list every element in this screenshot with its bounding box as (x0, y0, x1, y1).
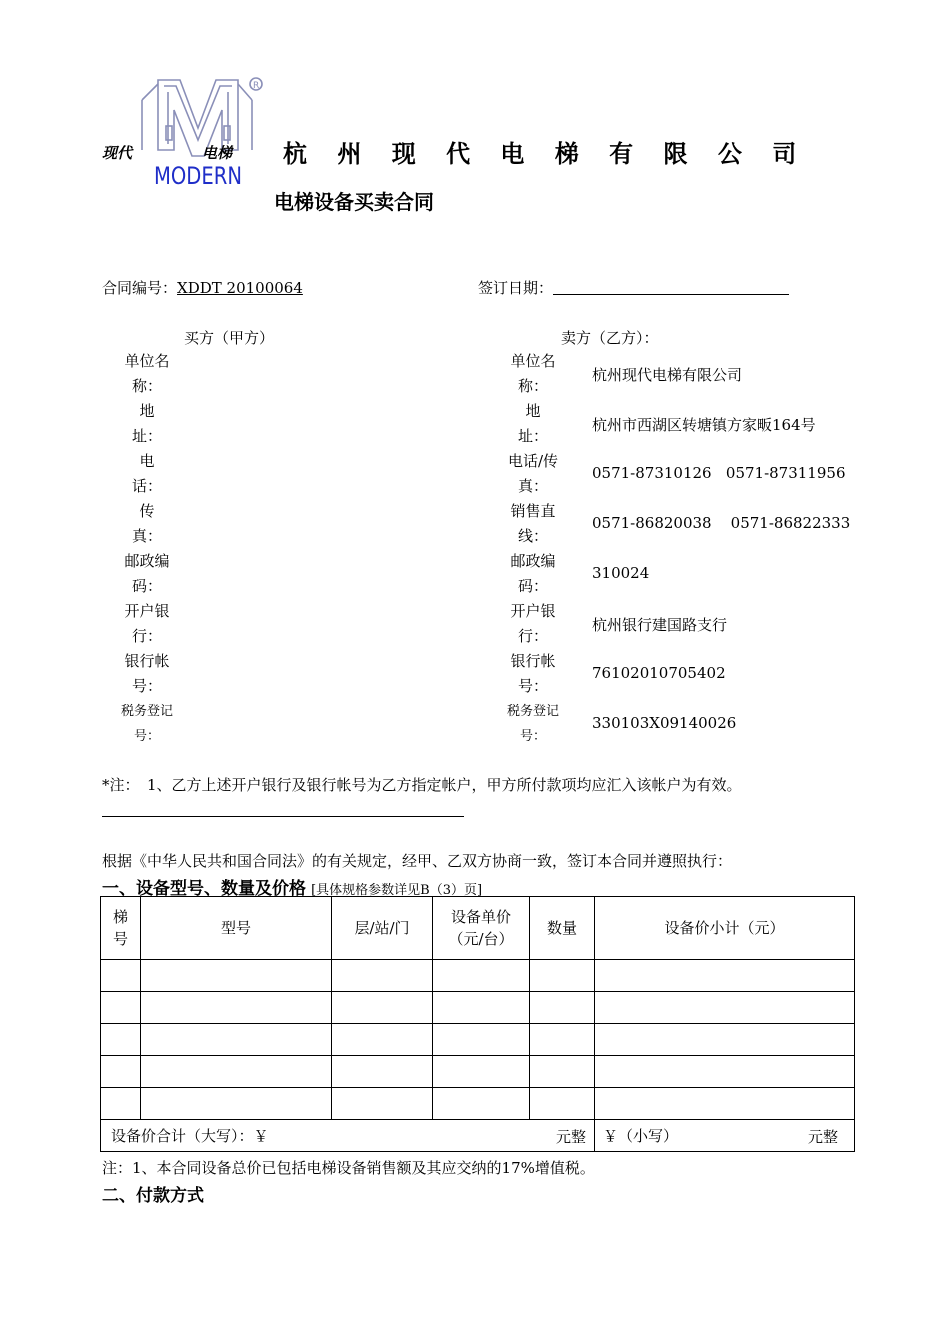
seller-value: 0571-87310126 0571-87311956 (592, 464, 846, 482)
table-cell[interactable] (141, 1024, 332, 1056)
table-cell[interactable] (530, 1056, 595, 1088)
sign-date-field[interactable] (553, 280, 789, 295)
table-cell[interactable] (530, 960, 595, 992)
company-logo (140, 70, 270, 190)
table-cell[interactable] (595, 992, 855, 1024)
buyer-label: 邮政编码： (124, 552, 170, 595)
sign-date-label: 签订日期： (478, 279, 554, 297)
table-cell[interactable] (332, 1056, 433, 1088)
table-cell[interactable] (433, 1056, 530, 1088)
seller-label: 税务登记号： (506, 704, 559, 744)
buyer-label: 开户银行： (124, 602, 170, 645)
equipment-table (100, 896, 855, 1152)
seller-label: 销售直线： (510, 502, 556, 545)
buyer-label: 税务登记号： (120, 704, 173, 744)
seller-value: 330103X09140026 (592, 714, 737, 732)
seller-value: 76102010705402 (592, 664, 726, 682)
table-cell[interactable] (101, 1056, 141, 1088)
tax-note: 注：1、本合同设备总价已包括电梯设备销售额及其应交纳的17%增值税。 (102, 1159, 595, 1177)
seller-value: 0571-86820038 0571-86822333 (592, 514, 851, 532)
header-subtotal: 设备价小计（元） (595, 897, 855, 960)
table-cell[interactable] (595, 1056, 855, 1088)
seller-label: 邮政编码： (510, 552, 556, 595)
buyer-heading: 买方（甲方） (184, 329, 275, 347)
table-cell[interactable] (433, 1024, 530, 1056)
table-cell[interactable] (433, 960, 530, 992)
table-cell[interactable] (141, 992, 332, 1024)
header-model: 型号 (141, 897, 332, 960)
table-row (101, 1088, 855, 1120)
table-cell[interactable] (141, 1056, 332, 1088)
seller-heading: 卖方（乙方）： (561, 329, 659, 347)
table-header-row (101, 897, 855, 960)
table-cell[interactable] (332, 960, 433, 992)
total-row (101, 1120, 855, 1152)
account-note: *注： 1、乙方上述开户银行及银行帐号为乙方指定帐户，甲方所付款项均应汇入该帐户为有效。 (102, 776, 742, 794)
seller-label: 开户银行： (510, 602, 556, 645)
header-quantity: 数量 (530, 897, 595, 960)
section1-hint: [具体规格参数详见B（3）页] (311, 883, 483, 898)
table-row (101, 960, 855, 992)
table-cell[interactable] (530, 992, 595, 1024)
seller-value: 杭州银行建国路支行 (592, 616, 728, 634)
logo-text-left: 现代 (102, 144, 133, 162)
seller-value: 杭州市西湖区转塘镇方家畈164号 (592, 416, 816, 434)
table-cell[interactable] (595, 1024, 855, 1056)
buyer-label: 电 话： (131, 452, 185, 495)
section2-title: 二、付款方式 (102, 1186, 204, 1206)
table-cell[interactable] (101, 992, 141, 1024)
table-cell[interactable] (595, 1088, 855, 1120)
contract-number-label: 合同编号： (102, 279, 178, 297)
logo-word: MODERN (154, 162, 242, 190)
buyer-label: 传 真： (131, 502, 185, 545)
table-cell[interactable] (141, 1088, 332, 1120)
table-cell[interactable] (530, 1088, 595, 1120)
header-elevator-no: 梯号 (101, 897, 141, 960)
logo-text-right: 电梯 (202, 144, 233, 162)
contract-number-row (102, 277, 437, 298)
total-lower-cell[interactable]: ￥（小写） 元整 (595, 1120, 855, 1152)
total-upper-cell[interactable]: 设备价合计（大写）：￥ 元整 (101, 1120, 595, 1152)
buyer-label: 银行帐号： (124, 652, 170, 695)
table-row (101, 1024, 855, 1056)
header-unit-price: 设备单价（元/台） (433, 897, 530, 960)
seller-label: 电话/传真： (507, 452, 559, 495)
buyer-label: 单位名称： (124, 352, 170, 395)
table-row (101, 992, 855, 1024)
divider-line (102, 816, 464, 817)
intro-paragraph: 根据《中华人民共和国合同法》的有关规定，经甲、乙双方协商一致，签订本合同并遵照执行： (102, 852, 733, 870)
table-cell[interactable] (332, 1024, 433, 1056)
table-cell[interactable] (530, 1024, 595, 1056)
sign-date-row (478, 277, 789, 298)
table-cell[interactable] (433, 1088, 530, 1120)
seller-label: 银行帐号： (510, 652, 556, 695)
contract-number-value[interactable]: XDDT 20100064 (177, 279, 303, 297)
table-row (101, 1056, 855, 1088)
seller-label: 地 址： (517, 402, 571, 445)
table-cell[interactable] (101, 1024, 141, 1056)
table-cell[interactable] (332, 992, 433, 1024)
seller-label: 单位名称： (510, 352, 556, 395)
table-cell[interactable] (332, 1088, 433, 1120)
header-floors: 层/站/门 (332, 897, 433, 960)
table-cell[interactable] (141, 960, 332, 992)
svg-text:R: R (253, 81, 260, 91)
buyer-label: 地 址： (131, 402, 185, 445)
seller-value: 310024 (592, 564, 650, 582)
table-cell[interactable] (433, 992, 530, 1024)
document-title: 电梯设备买卖合同 (274, 190, 434, 214)
table-cell[interactable] (101, 1088, 141, 1120)
seller-value: 杭州现代电梯有限公司 (592, 366, 743, 384)
section1-title: 一、设备型号、数量及价格 (102, 879, 306, 899)
table-cell[interactable] (595, 960, 855, 992)
table-cell[interactable] (101, 960, 141, 992)
company-name: 杭 州 现 代 电 梯 有 限 公 司 (283, 140, 808, 168)
